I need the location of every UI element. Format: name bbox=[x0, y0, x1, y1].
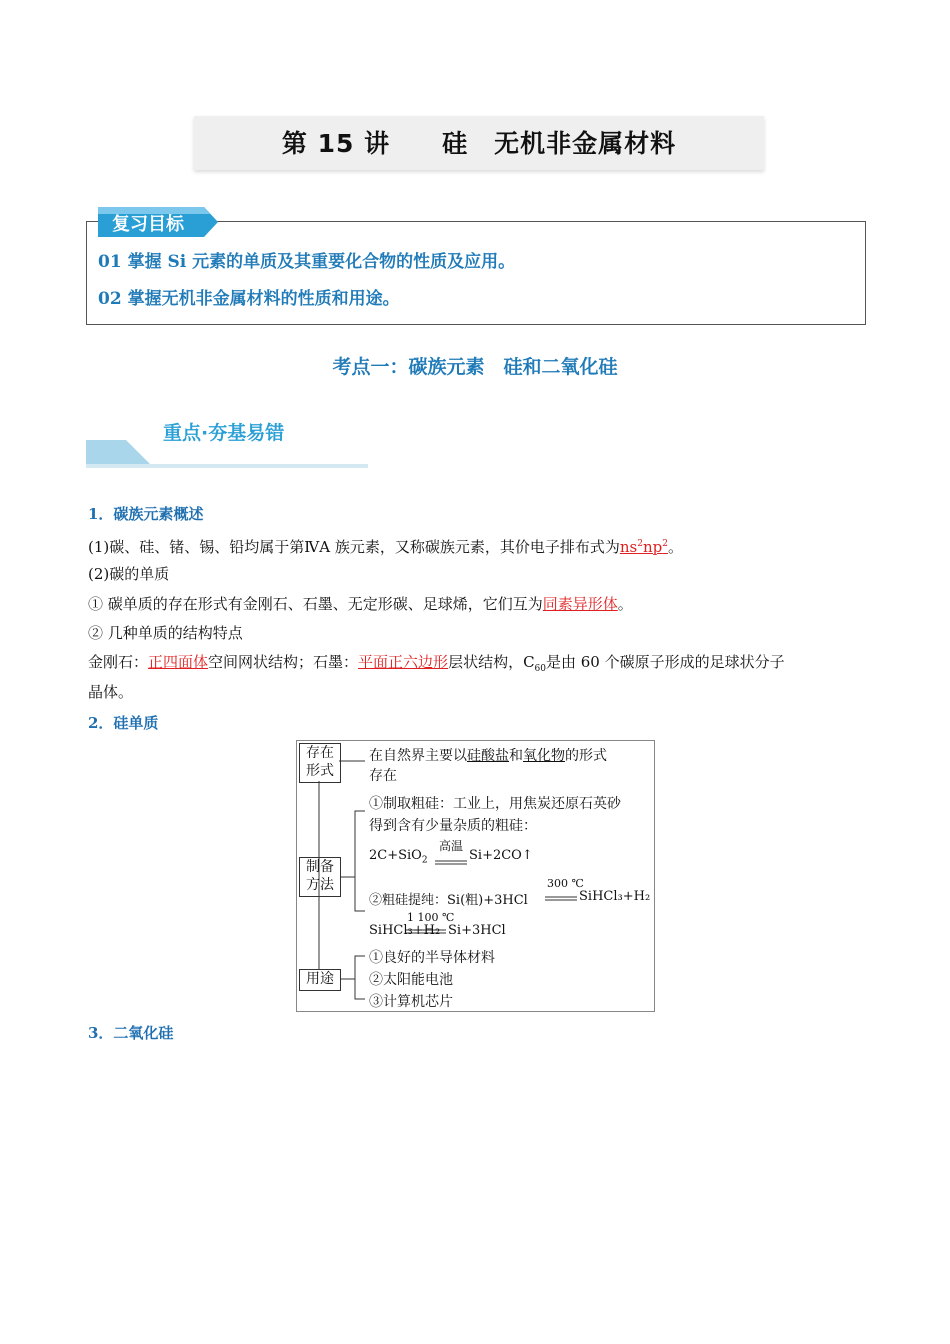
paragraph-carbon-5 bbox=[88, 652, 785, 679]
text: 空间网状结构；石墨： bbox=[208, 653, 359, 671]
equation-3-right: Si+3HCl bbox=[448, 923, 506, 938]
page-title: 第 15 讲 硅 无机非金属材料 bbox=[281, 129, 677, 158]
text: 2C+SiO bbox=[369, 848, 422, 863]
text: 方法 bbox=[306, 877, 334, 893]
heading-carbon-group: 1．碳族元素概述 bbox=[88, 505, 204, 523]
equation-2-right: SiHCl₃+H₂ bbox=[579, 889, 651, 904]
text: 。 bbox=[667, 538, 683, 556]
paragraph-carbon-4: ② 几种单质的结构特点 bbox=[88, 624, 243, 642]
equation-1-left bbox=[369, 848, 428, 866]
goal-item-1: 01 掌握 Si 元素的单质及其重要化合物的性质及应用。 bbox=[98, 252, 516, 272]
text: 存在 bbox=[306, 745, 334, 761]
answer-allotrope: 同素异形体 bbox=[542, 595, 618, 613]
equation-2-left: ②粗硅提纯：Si(粗)+3HCl bbox=[369, 893, 528, 908]
category-existence bbox=[299, 743, 341, 783]
text: 是由 60 个碳原子形成的足球状分子 bbox=[546, 653, 785, 671]
text: 形式 bbox=[306, 763, 334, 779]
section-title: 考点一：碳族元素 硅和二氧化硅 bbox=[332, 356, 618, 378]
equation-3-condition: 1 100 ℃ bbox=[407, 911, 455, 924]
banner-label: 重点·夯基易错 bbox=[163, 422, 285, 444]
prep-line-2: 得到含有少量杂质的粗硅： bbox=[369, 818, 537, 834]
use-line-3: ③计算机芯片 bbox=[369, 994, 453, 1010]
text: 层状结构，C bbox=[448, 653, 535, 671]
heading-silicon: 2．硅单质 bbox=[88, 714, 159, 732]
use-line-2: ②太阳能电池 bbox=[369, 972, 453, 988]
text: 2 bbox=[637, 539, 643, 549]
text: 。 bbox=[617, 595, 633, 613]
text: 硅酸盐 bbox=[467, 748, 509, 764]
text: 制备 bbox=[306, 859, 334, 875]
goal-item-2: 02 掌握无机非金属材料的性质和用途。 bbox=[98, 289, 400, 309]
equation-2-condition: 300 ℃ bbox=[547, 877, 584, 890]
text: np bbox=[642, 538, 663, 556]
connector-lines bbox=[297, 741, 654, 1011]
answer-diamond-structure: 正四面体 bbox=[148, 653, 209, 671]
text: 2 bbox=[662, 539, 668, 549]
existence-line-1 bbox=[369, 745, 607, 765]
paragraph-carbon-1 bbox=[88, 534, 683, 557]
text: 的形式 bbox=[565, 748, 607, 764]
text: 氧化物 bbox=[523, 748, 565, 764]
heading-silicon-dioxide: 3．二氧化硅 bbox=[88, 1024, 174, 1042]
text: 60 bbox=[534, 664, 546, 674]
text: 在自然界主要以 bbox=[369, 748, 467, 764]
text: 和 bbox=[509, 748, 523, 764]
answer-electron-config bbox=[620, 538, 668, 556]
text: ① 碳单质的存在形式有金刚石、石墨、无定形碳、足球烯，它们互为 bbox=[88, 595, 543, 613]
text: ns bbox=[619, 538, 638, 556]
use-line-1: ①良好的半导体材料 bbox=[369, 950, 495, 966]
paragraph-carbon-3 bbox=[88, 594, 633, 614]
existence-line-2: 存在 bbox=[369, 768, 397, 784]
text: 金刚石： bbox=[88, 653, 149, 671]
prep-line-1: ①制取粗硅：工业上，用焦炭还原石英砂 bbox=[369, 796, 621, 812]
answer-graphite-structure: 平面正六边形 bbox=[358, 653, 449, 671]
category-preparation bbox=[299, 857, 341, 897]
equation-1-right: Si+2CO↑ bbox=[469, 848, 533, 863]
paragraph-carbon-6: 晶体。 bbox=[88, 683, 134, 701]
goal-tag-label: 复习目标 bbox=[112, 214, 184, 235]
category-uses: 用途 bbox=[299, 969, 341, 991]
silicon-mind-map bbox=[296, 740, 655, 1012]
paragraph-carbon-2: (2)碳的单质 bbox=[88, 565, 170, 583]
text: 2 bbox=[421, 855, 428, 866]
equation-3-left: SiHCl₃+H₂ bbox=[369, 923, 441, 938]
text: (1)碳、硅、锗、锡、铅均属于第ⅣA 族元素，又称碳族元素，其价电子排布式为 bbox=[88, 538, 620, 556]
equation-1-condition: 高温 bbox=[439, 839, 464, 853]
